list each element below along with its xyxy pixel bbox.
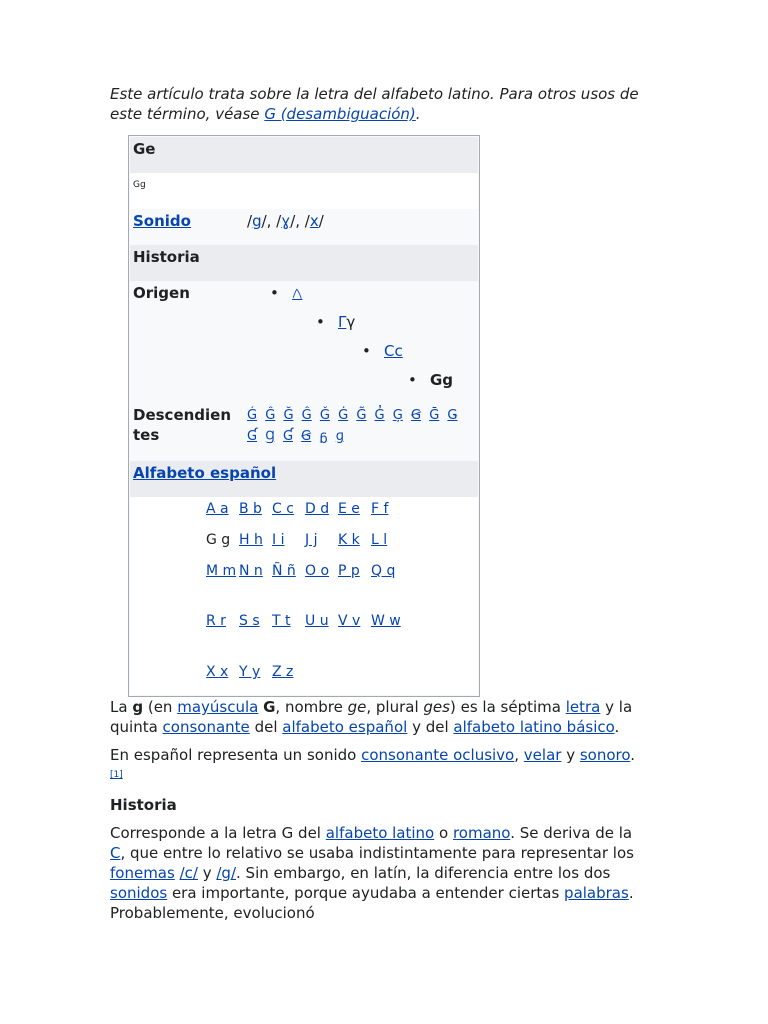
origen-g-current: Gg: [430, 371, 454, 389]
alphabet-letter-link[interactable]: H h: [239, 532, 263, 548]
alfabeto-espanol-text-link[interactable]: alfabeto español: [282, 718, 408, 736]
text: , que entre lo relativo se usaba indistintamente para representar los: [120, 844, 634, 862]
alphabet-letter-link[interactable]: A a: [206, 501, 229, 517]
fonema-g-link[interactable]: /g/: [216, 864, 237, 882]
origen-item: • Gg: [408, 371, 454, 389]
infobox-sonido-row: [130, 209, 478, 245]
origen-item: • 𐤂: [270, 284, 303, 302]
alphabet-letter-link[interactable]: Z z: [272, 664, 294, 680]
alphabet-letter-link[interactable]: L l: [371, 532, 388, 548]
text: o: [434, 824, 453, 842]
alphabet-letter-link[interactable]: N n: [239, 563, 263, 579]
alphabet-letter-link[interactable]: O o: [305, 563, 330, 579]
descendant-link[interactable]: Ḡ: [429, 408, 440, 423]
alphabet-letter-link[interactable]: Q q: [371, 563, 396, 579]
infobox-title-row: [130, 137, 478, 173]
fonemas-link[interactable]: fonemas: [110, 864, 175, 882]
slash: /, /: [290, 212, 310, 230]
infobox-origen-row: [130, 281, 478, 401]
descendant-link[interactable]: Ɠ: [282, 429, 294, 444]
descendant-link[interactable]: Ɠ: [247, 429, 258, 444]
letra-c-link[interactable]: C: [110, 844, 121, 862]
italic-ges: ges: [423, 698, 450, 716]
descendant-link[interactable]: Ꞡ: [410, 408, 422, 423]
velar-link[interactable]: velar: [523, 746, 562, 764]
ipa-gamma-link[interactable]: ɣ: [281, 212, 291, 230]
text: ,: [514, 746, 524, 764]
palabras-link[interactable]: palabras: [564, 884, 629, 902]
alfabeto-espanol-link[interactable]: Alfabeto español: [133, 464, 277, 482]
alphabet-letter-link[interactable]: R r: [206, 613, 226, 629]
alphabet-letter-link[interactable]: U u: [305, 613, 329, 629]
consonante-oclusivo-link[interactable]: consonante oclusivo: [361, 746, 515, 764]
alphabet-letter-link[interactable]: X x: [206, 664, 229, 680]
alphabet-letter-link[interactable]: Ñ ñ: [272, 563, 296, 579]
alphabet-letter-link[interactable]: E e: [338, 501, 360, 517]
text: . Sin embargo, en latín, la diferencia entre los dos: [236, 864, 611, 882]
infobox-image-caption: Gg: [133, 180, 146, 190]
infobox-title: Ge: [133, 140, 156, 158]
descendant-link[interactable]: Ǵ: [247, 408, 258, 423]
letra-link[interactable]: letra: [565, 698, 601, 716]
infobox-image-row: [130, 173, 478, 209]
slash: /, /: [261, 212, 282, 230]
alphabet-letter-link[interactable]: Y y: [239, 664, 261, 680]
text: y: [197, 864, 217, 882]
alphabet-letter-link[interactable]: B b: [239, 501, 262, 517]
alphabet-letter-link[interactable]: F f: [371, 501, 389, 517]
text: era importante, porque ayudaba a entender ciertas: [167, 884, 565, 902]
descendant-link[interactable]: Ġ: [338, 408, 349, 423]
descendant-link[interactable]: Ǥ: [447, 408, 458, 423]
alphabet-letter-link[interactable]: M m: [206, 563, 237, 579]
descendientes-list: [247, 405, 477, 447]
descendant-link[interactable]: Ꞡ: [301, 429, 312, 444]
descendant-link[interactable]: G̃: [356, 408, 367, 423]
descendant-link[interactable]: ᵷ: [319, 429, 328, 444]
text: Corresponde a la letra G del: [110, 824, 326, 842]
origen-item: • Γγ: [316, 313, 356, 331]
origen-gamma-lower: γ: [346, 313, 356, 331]
ipa-g-link[interactable]: g: [252, 212, 262, 230]
text: . Probablemente, evolucionó: [110, 884, 634, 922]
text: .: [630, 746, 636, 764]
mayuscula-link[interactable]: mayúscula: [177, 698, 259, 716]
alphabet-letter-link[interactable]: I i: [272, 532, 285, 548]
ipa-x-link[interactable]: x: [309, 212, 319, 230]
text: , plural: [366, 698, 424, 716]
alfabeto-grid: [130, 497, 478, 695]
descendant-link[interactable]: G̓: [374, 408, 385, 423]
descendant-link[interactable]: Ɡ: [265, 429, 275, 444]
descendant-link[interactable]: Ģ: [392, 408, 403, 423]
hatnote-text: Este artículo trata sobre la letra del alfabeto latino. Para otros usos de este término, véase: [110, 85, 639, 123]
origen-gamma-link[interactable]: Γ: [338, 313, 347, 331]
descendientes-label: Descendientes: [133, 406, 232, 444]
alphabet-letter-link[interactable]: K k: [338, 532, 360, 548]
alfabeto-latino-basico-link[interactable]: alfabeto latino básico: [453, 718, 615, 736]
alphabet-letter-link[interactable]: S s: [239, 613, 260, 629]
descendant-link[interactable]: Ĝ: [301, 408, 312, 423]
romano-link[interactable]: romano: [452, 824, 511, 842]
italic-ge: ge: [347, 698, 367, 716]
text: y: [561, 746, 580, 764]
consonante-link[interactable]: consonante: [162, 718, 250, 736]
disambiguation-link[interactable]: G (desambiguación): [264, 105, 416, 123]
alphabet-letter-link[interactable]: W w: [371, 613, 401, 629]
origen-phoenician-link[interactable]: 𐤂: [292, 284, 303, 302]
descendant-link[interactable]: ɡ: [335, 429, 345, 444]
slash: /: [247, 212, 253, 230]
text: del: [249, 718, 283, 736]
alfabeto-latino-link[interactable]: alfabeto latino: [325, 824, 435, 842]
origen-c-link[interactable]: Cc: [384, 342, 403, 360]
reference-1-link[interactable]: [1]: [110, 770, 123, 780]
text: y la quinta: [110, 698, 633, 736]
fonema-c-link[interactable]: /c/: [179, 864, 198, 882]
descendant-link[interactable]: Ĝ: [265, 408, 276, 423]
sound-paragraph: [110, 745, 670, 788]
alphabet-letter-link[interactable]: V v: [338, 613, 361, 629]
historia-label: Historia: [133, 248, 200, 266]
text: La: [110, 698, 133, 716]
bold-G: G: [263, 698, 276, 716]
alphabet-current-letter: G g: [206, 532, 231, 548]
intro-paragraph: [110, 697, 670, 737]
sonidos-link[interactable]: sonidos: [110, 884, 168, 902]
descendant-link[interactable]: Ğ: [283, 408, 294, 423]
hatnote: [110, 84, 670, 124]
sonido-link[interactable]: Sonido: [133, 212, 191, 230]
alphabet-letter-link[interactable]: P p: [338, 563, 360, 579]
infobox-historia-row: [130, 245, 478, 281]
sonido-value: [247, 211, 324, 231]
text: . Se deriva de la: [510, 824, 633, 842]
sonoro-link[interactable]: sonoro: [579, 746, 631, 764]
hatnote-end: .: [415, 105, 421, 123]
historia-heading: Historia: [110, 796, 177, 814]
text: En español representa un sonido: [110, 746, 362, 764]
origen-label: Origen: [133, 284, 190, 302]
alphabet-letter-link[interactable]: C c: [272, 501, 294, 517]
text: .: [614, 718, 620, 736]
infobox: [128, 135, 480, 697]
alphabet-letter-link[interactable]: D d: [305, 501, 330, 517]
descendant-link[interactable]: Ǧ: [319, 408, 330, 423]
alphabet-letter-link[interactable]: T t: [272, 613, 291, 629]
alphabet-letter-link[interactable]: J j: [305, 532, 318, 548]
origen-item: • Cc: [362, 342, 403, 360]
historia-paragraph: [110, 823, 640, 923]
bold-g: g: [132, 698, 144, 716]
text: , nombre: [275, 698, 348, 716]
text: y del: [407, 718, 454, 736]
slash: /: [318, 212, 324, 230]
infobox-alfabeto-row: [130, 461, 478, 497]
text: (en: [143, 698, 178, 716]
text: ) es la séptima: [449, 698, 566, 716]
